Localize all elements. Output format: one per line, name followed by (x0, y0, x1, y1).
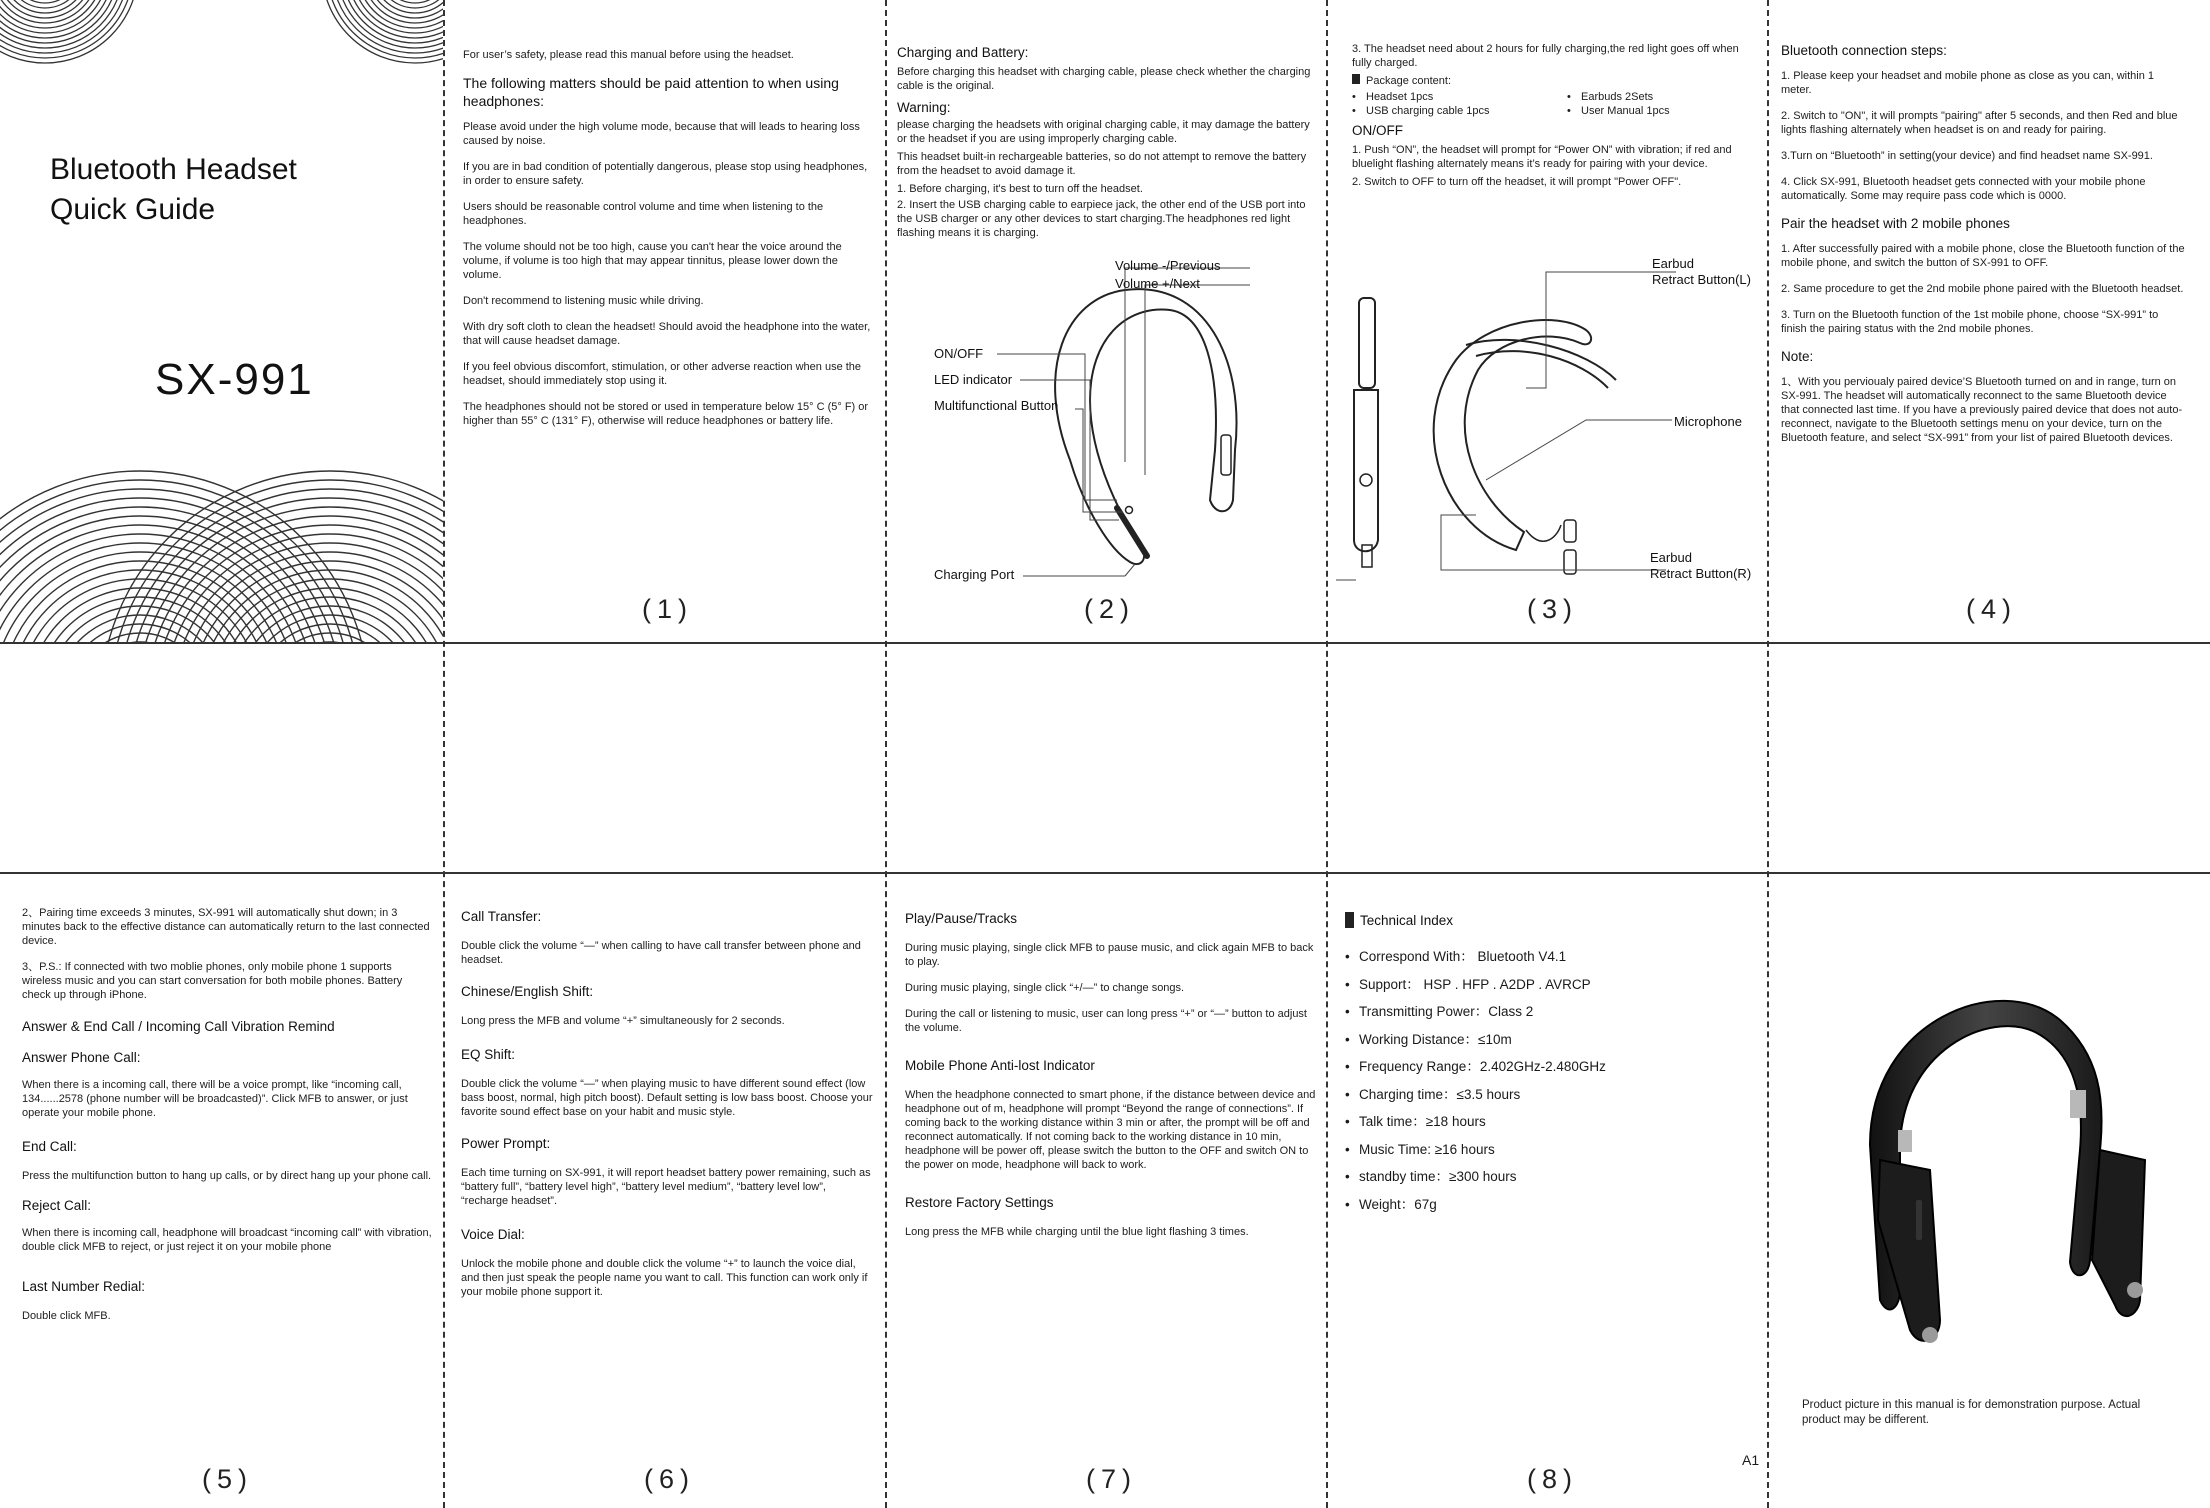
two-phones-text: 3、P.S.: If connected with two moblie phones, only mobile phone 1 supports wireless music and you can start conversation for both mobile phones. Battery check up through iPhone. (22, 961, 403, 1001)
spec-item: • standby time：≥300 hours (1345, 1163, 1755, 1191)
cut-line-bottom (0, 872, 2210, 874)
safety-paragraphs (463, 120, 875, 428)
calls-panel (22, 906, 434, 1376)
charging-heading: Charging and Battery: (897, 45, 1029, 60)
music-panel (905, 910, 1317, 1330)
label-volume-plus: Volume +/Next (1115, 276, 1200, 291)
reject-call-heading: Reject Call: (22, 1198, 92, 1213)
page-number: (8) (1527, 1464, 1578, 1494)
decorative-ring (322, 0, 443, 63)
decorative-ring (37, 597, 243, 642)
label-earbud-retract-right-text: Earbud Retract Button(R) (1650, 550, 1752, 581)
safety-panel (463, 48, 875, 638)
tech-index-heading: Technical Index (1360, 913, 1454, 928)
bluetooth-steps-heading: Bluetooth connection steps: (1781, 43, 1947, 58)
charging-step-1: 1. Before charging, it's best to turn off the headset. (897, 183, 1143, 195)
spec-list (1345, 943, 1755, 1218)
eq-shift-text: Double click the volume “—” when playing music to have different sound effect (low bass boost, normal, high pitch boost). Default setting is low bass boost. Choose your favorite sound effect base on your habit and music style. (461, 1078, 873, 1118)
safety-paragraph: Don't recommend to listening music while driving. (463, 295, 704, 307)
decorative-ring (55, 615, 225, 642)
language-shift-heading: Chinese/English Shift: (461, 984, 594, 999)
play-text-2: During music playing, single click “+/—” to change songs. (905, 982, 1185, 994)
decorative-ring (327, 0, 443, 58)
decorative-ring (0, 480, 360, 642)
page-number: (6) (644, 1464, 695, 1494)
redial-text: Double click MFB. (22, 1310, 111, 1322)
play-text-3: During the call or listening to music, user can long press “+” or “—” button to adjust the volume. (905, 1008, 1307, 1034)
label-earbud-retract-left-text: Earbud Retract Button(L) (1652, 256, 1751, 287)
package-label-row (1352, 74, 1752, 88)
pair-step: 1. After successfully paired with a mobile phone, close the Bluetooth function of the mobile phone, and switch the button of SX-991 to OFF. (1781, 243, 2185, 269)
onoff-heading: ON/OFF (1352, 123, 1403, 138)
spec-item: • Music Time: ≥16 hours (1345, 1136, 1755, 1164)
pair-step: 2. Same procedure to get the 2nd mobile phone paired with the Bluetooth headset. (1781, 283, 2184, 295)
tech-index-heading-row (1345, 912, 1755, 929)
pair-steps (1781, 242, 2186, 336)
fold-line-4 (1767, 0, 1769, 1508)
spec-item: • Charging time：≤3.5 hours (1345, 1081, 1755, 1109)
spec-item: • Transmitting Power：Class 2 (1345, 998, 1755, 1026)
label-volume-minus: Volume -/Previous (1115, 258, 1221, 273)
page-number: (2) (1084, 594, 1135, 624)
cover-title (50, 150, 297, 230)
restore-heading: Restore Factory Settings (905, 1195, 1054, 1210)
reject-call-text: When there is incoming call, headphone will broadcast “incoming call” with vibration, double click MFB to reject, or just reject it on your mobile phone (22, 1227, 432, 1253)
eq-shift-heading: EQ Shift: (461, 1047, 516, 1062)
decorative-ring (2, 0, 88, 13)
restore-text: Long press the MFB while charging until the blue light flashing 3 times. (905, 1226, 1249, 1238)
decorative-ring (245, 615, 415, 642)
call-transfer-heading: Call Transfer: (461, 909, 542, 924)
label-earbud-retract-right (1650, 550, 1751, 582)
answer-call-text: When there is a incoming call, there will be a voice prompt, like “incoming call, 134......2578 (phone number will be broadcasted)”. Click MFB to answer, or just operate your mobile phone. (22, 1079, 408, 1119)
label-earbud-retract-left (1652, 256, 1751, 288)
page-number: (5) (202, 1464, 253, 1494)
safety-intro: For user’s safety, please read this manual before using the headset. (463, 49, 794, 61)
redial-heading: Last Number Redial: (22, 1279, 146, 1294)
note-text: 1、With you pervioualy paired device’S Bluetooth turned on and in range, turn on SX-991. The headset will automatically reconnect to the same Bluetooth device that connected last time. If you have a previously paired device that does not auto-reconnect, navigate to the Bluetooth settings menu on your device, turn on the Bluetooth feature, and select “SX-991” from your list of paired Bluetooth devices. (1781, 376, 2183, 444)
charging-panel (897, 44, 1317, 254)
decorative-ring (227, 597, 433, 642)
product-photo (1800, 960, 2200, 1380)
bluetooth-step: 1. Please keep your headset and mobile phone as close as you can, within 1 meter. (1781, 70, 2155, 96)
safety-paragraph: The volume should not be too high, cause you can't hear the voice around the volume, if volume is too high that may appear tinnitus, please lower down the volume. (463, 241, 842, 281)
safety-paragraph: Users should be reasonable control volume and time when listening to the headphones. (463, 201, 824, 227)
page-number: (1) (642, 594, 693, 624)
warning-text: please charging the headsets with original charging cable, it may damage the battery or the headset if you are using improperly charging cable. (897, 119, 1310, 145)
end-call-heading: End Call: (22, 1139, 77, 1154)
tech-index-panel (1345, 912, 1755, 1232)
square-bullet-icon (1352, 74, 1360, 84)
package-item: • User Manual 1pcs (1567, 104, 1747, 118)
model-number: SX-991 (155, 355, 314, 404)
product-disclaimer: Product picture in this manual is for demonstration purpose. Actual product may be different. (1802, 1399, 2141, 1426)
label-microphone: Microphone (1674, 414, 1742, 429)
charging-step-3: 3. The headset need about 2 hours for fully charging,the red light goes off when fully charged. (1352, 43, 1739, 69)
label-led-indicator: LED indicator (934, 372, 1013, 387)
battery-text: This headset built-in rechargeable batteries, so do not attempt to remove the battery from the headset to avoid damage it. (897, 151, 1307, 177)
safety-paragraph: The headphones should not be stored or used in temperature below 15° C (5° F) or higher than 55° C (131° F), otherwise will reduce headphones or battery life. (463, 401, 869, 427)
fold-line-1 (443, 0, 445, 1508)
package-panel (1352, 42, 1752, 242)
label-charging-port: Charging Port (934, 567, 1015, 582)
package-label: Package content: (1366, 75, 1452, 87)
power-prompt-text: Each time turning on SX-991, it will report headset battery power remaining, such as “battery full”, “battery level high”, “battery level medium”, “battery level low”, “recharge headset”. (461, 1167, 871, 1207)
spec-item: • Weight：67g (1345, 1191, 1755, 1219)
package-item: • Earbuds 2Sets (1567, 90, 1747, 104)
safety-paragraph: If you feel obvious discomfort, stimulation, or other adverse reaction when use the headset, should immediately stop using it. (463, 361, 862, 387)
functions-panel (461, 908, 873, 1368)
bluetooth-steps-panel (1781, 42, 2186, 592)
calls-heading: Answer & End Call / Incoming Call Vibration Remind (22, 1019, 335, 1034)
call-transfer-text: Double click the volume “—” when calling to have call transfer between phone and headset. (461, 940, 861, 966)
bluetooth-step: 4. Click SX-991, Bluetooth headset gets connected with your mobile phone automatically. Some may require pass code which is 0000. (1781, 176, 2146, 202)
bluetooth-steps (1781, 69, 2186, 203)
pairing-timeout-text: 2、Pairing time exceeds 3 minutes, SX-991 will automatically shut down; in 3 minutes back to the effective distance can automatically return to the last connected device. (22, 907, 430, 947)
bluetooth-step: 3.Turn on “Bluetooth” in setting(your device) and find headset name SX-991. (1781, 150, 2153, 162)
antilost-heading: Mobile Phone Anti-lost Indicator (905, 1058, 1095, 1073)
cover-title-line1: Bluetooth Headset (50, 153, 297, 186)
bluetooth-step: 2. Switch to "ON", it will prompts "pairing" after 5 seconds, and then Red and blue lights flashing alternately when headset is on and ready for pairing. (1781, 110, 2178, 136)
pair-heading: Pair the headset with 2 mobile phones (1781, 216, 2010, 231)
note-heading: Note: (1781, 349, 1814, 364)
onoff-step-1: 1. Push “ON”, the headset will prompt for “Power ON” with vibration; if red and bluelight flashing alternately means it’s ready for pairing with your device. (1352, 144, 1732, 170)
end-call-text: Press the multifunction button to hang up calls, or by direct hang up your phone call. (22, 1170, 432, 1182)
page-number: (4) (1966, 594, 2017, 624)
safety-paragraph: With dry soft cloth to clean the headset! Should avoid the headphone into the water, that will cause headset damage. (463, 321, 871, 347)
fold-line-2 (885, 0, 887, 1508)
language-shift-text: Long press the MFB and volume “+” simultaneously for 2 seconds. (461, 1015, 785, 1027)
cover-panel (0, 0, 443, 642)
safety-heading: The following matters should be paid attention to when using headphones: (463, 75, 839, 109)
package-list (1352, 90, 1752, 118)
voice-dial-heading: Voice Dial: (461, 1227, 525, 1242)
power-prompt-heading: Power Prompt: (461, 1136, 551, 1151)
decorative-ring (377, 0, 443, 8)
play-text-1: During music playing, single click MFB to pause music, and click again MFB to back to play. (905, 942, 1314, 968)
cover-title-line2: Quick Guide (50, 193, 216, 226)
decorative-rings-graphic (0, 0, 443, 642)
warning-label: Warning: (897, 100, 951, 115)
page-number: (7) (1086, 1464, 1137, 1494)
antilost-text: When the headphone connected to smart phone, if the distance between device and headphone out of m, headphone will prompt “Beyond the range of connections”. If coming back to the working distance within 3 min or after, the prompt will be off and reconnect automatically. If not coming back to the working distance in 10 min, headphone will be power off, please switch the button to the OFF and switch ON to the power on mode, headphone will back to work. (905, 1089, 1316, 1171)
spec-item: • Correspond With： Bluetooth V4.1 (1345, 943, 1755, 971)
charging-step-2: 2. Insert the USB charging cable to earpiece jack, the other end of the USB port into the USB charger or any other devices to start charging.The headphones red light flashing means it is charging. (897, 199, 1306, 239)
package-item: • Headset 1pcs (1352, 90, 1567, 104)
spec-item: • Frequency Range：2.402GHz-2.480GHz (1345, 1053, 1755, 1081)
onoff-step-2: 2. Switch to OFF to turn off the headset, it will prompt "Power OFF". (1352, 176, 1682, 188)
safety-paragraph: Please avoid under the high volume mode, because that will leads to hearing loss caused by noise. (463, 121, 860, 147)
pair-step: 3. Turn on the Bluetooth function of the 1st mobile phone, choose “SX-991” to finish the pairing status with the 2nd mobile phones. (1781, 309, 2159, 335)
fold-line-3 (1326, 0, 1328, 1508)
answer-call-heading: Answer Phone Call: (22, 1050, 141, 1065)
headset-side-diagram (885, 250, 1326, 590)
square-bullet-icon (1345, 912, 1354, 928)
document-code: A1 (1742, 1452, 1760, 1468)
spec-item: • Working Distance：≤10m (1345, 1026, 1755, 1054)
play-heading: Play/Pause/Tracks (905, 911, 1018, 926)
spec-item: • Talk time：≥18 hours (1345, 1108, 1755, 1136)
label-on-off: ON/OFF (934, 346, 984, 361)
safety-paragraph: If you are in bad condition of potentially dangerous, please stop using headphones, in order to ensure safety. (463, 161, 868, 187)
voice-dial-text: Unlock the mobile phone and double click the volume “+” to launch the voice dial, and then just speak the people name you want to call. This function can work only if your mobile phone support it. (461, 1258, 868, 1298)
label-multifunctional-button: Multifunctional Button (934, 398, 1059, 413)
cut-line-top (0, 642, 2210, 644)
package-item: • USB charging cable 1pcs (1352, 104, 1567, 118)
charging-text: Before charging this headset with charging cable, please check whether the charging cable is the original. (897, 66, 1311, 92)
page-number: (3) (1527, 594, 1578, 624)
spec-item: • Support： HSP . HFP . A2DP . AVRCP (1345, 971, 1755, 999)
